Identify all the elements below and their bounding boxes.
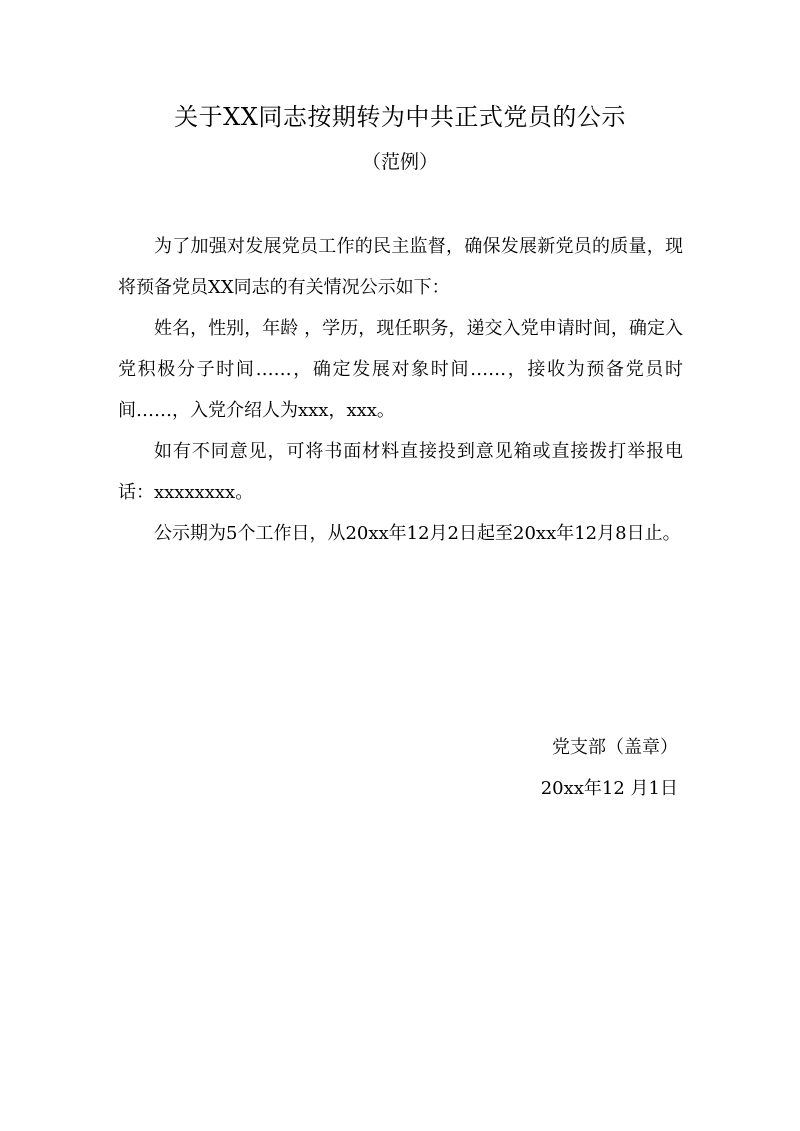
document-body: [118, 226, 683, 554]
paragraph-intro: 为了加强对发展党员工作的民主监督，确保发展新党员的质量，现将预备党员XX同志的有关情况公示如下：: [118, 236, 683, 298]
paragraph-period: 公示期为5个工作日，从20xx年12月2日起至20xx年12月8日止。: [154, 523, 681, 544]
date-line: 20xx年12 月1日: [540, 778, 678, 799]
document-title: 关于XX同志按期转为中共正式党员的公示: [174, 103, 626, 131]
document-subtitle: （范例）: [361, 151, 438, 173]
signature-line: 党支部（盖章）: [552, 737, 678, 758]
paragraph-feedback: 如有不同意见，可将书面材料直接投到意见箱或直接拨打举报电话：xxxxxxxx。: [118, 441, 683, 503]
paragraph-details: 姓名，性别，年龄 ，学历，现任职务，递交入党申请时间，确定入党积极分子时间……，确定发展对象时间……，接收为预备党员时间……，入党介绍人为xxx，xxx。: [118, 318, 683, 421]
